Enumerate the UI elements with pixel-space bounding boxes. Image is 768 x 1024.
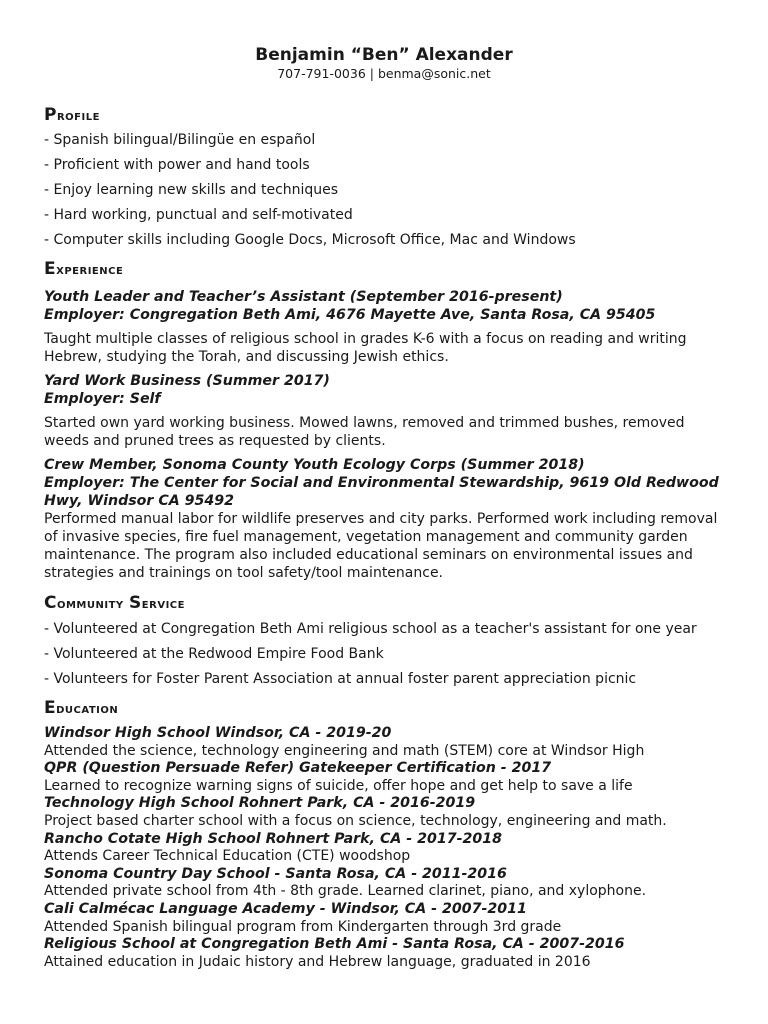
job-entry [44, 288, 724, 366]
job-employer: Employer: Congregation Beth Ami, 4676 Mayette Ave, Santa Rosa, CA 95405 [44, 307, 656, 323]
section-heading-experience: Experience [44, 259, 124, 279]
education-entry-title: Cali Calmécac Language Academy - Windsor, CA - 2007-2011 [44, 900, 527, 917]
job-title: Yard Work Business (Summer 2017) [44, 373, 330, 389]
education-entry-description: Project based charter school with a focus on science, technology, engineering and math. [44, 812, 667, 829]
profile-item: - Spanish bilingual/Bilingüe en español [44, 132, 316, 148]
education-entry-description: Attained education in Judaic history and Hebrew language, graduated in 2016 [44, 953, 591, 970]
job-entry [44, 456, 724, 582]
profile-item: - Enjoy learning new skills and techniques [44, 182, 339, 198]
job-entry [44, 372, 724, 450]
education-entry-description: Attends Career Technical Education (CTE) woodshop [44, 848, 411, 865]
education-entry-title: QPR (Question Persuade Refer) Gatekeeper Certification - 2017 [44, 760, 552, 777]
community-list [44, 617, 724, 692]
job-title: Youth Leader and Teacher’s Assistant (September 2016-present) [44, 289, 563, 305]
education-entry-title: Technology High School Rohnert Park, CA - 2016-2019 [44, 795, 476, 812]
experience-section [44, 256, 724, 582]
job-title: Crew Member, Sonoma County Youth Ecology Corps (Summer 2018) [44, 457, 585, 473]
contact-info: 707-791-0036 | benma@sonic.net [277, 66, 491, 81]
community-service-section [44, 590, 724, 692]
education-list [44, 725, 724, 971]
education-entry-title: Sonoma Country Day School - Santa Rosa, CA - 2011-2016 [44, 865, 507, 882]
job-employer: Employer: Self [44, 391, 161, 407]
candidate-name: Benjamin “Ben” Alexander [255, 45, 513, 65]
job-description: Taught multiple classes of religious school in grades K-6 with a focus on reading and writing Hebrew, studying the Torah, and discussing Jewish ethics. [44, 331, 687, 365]
profile-item: - Hard working, punctual and self-motivated [44, 207, 353, 223]
education-entry-description: Learned to recognize warning signs of suicide, offer hope and get help to save a life [44, 777, 633, 794]
community-item: - Volunteers for Foster Parent Association at annual foster parent appreciation picnic [44, 671, 637, 687]
profile-item: - Proficient with power and hand tools [44, 157, 310, 173]
section-heading-community-service: Community Service [44, 593, 185, 613]
education-entry-title: Religious School at Congregation Beth Ami - Santa Rosa, CA - 2007-2016 [44, 936, 625, 953]
education-entry-title: Windsor High School Windsor, CA - 2019-20 [44, 725, 392, 741]
profile-list [44, 128, 724, 253]
resume-header [44, 44, 724, 82]
community-item: - Volunteered at the Redwood Empire Food Bank [44, 646, 384, 662]
education-entry-title: Rancho Cotate High School Rohnert Park, CA - 2017-2018 [44, 830, 502, 847]
profile-item: - Computer skills including Google Docs, Microsoft Office, Mac and Windows [44, 232, 576, 248]
job-description: Performed manual labor for wildlife preserves and city parks. Performed work including removal of invasive species, fire fuel management, vegetation management and community garden maintenance. The program also included educational seminars on environmental issues and strategies and trainings on tool safety/tool maintenance. [44, 511, 718, 581]
profile-section [44, 102, 724, 253]
community-item: - Volunteered at Congregation Beth Ami religious school as a teacher's assistant for one year [44, 621, 697, 637]
job-employer: Employer: The Center for Social and Environmental Stewardship, 9619 Old Redwood Hwy, Windsor CA 95492 [44, 475, 719, 509]
section-heading-profile: Profile [44, 105, 100, 125]
job-description: Started own yard working business. Mowed lawns, removed and trimmed bushes, removed weeds and pruned trees as requested by clients. [44, 415, 685, 449]
section-heading-education: Education [44, 698, 119, 718]
education-entry-description: Attended private school from 4th - 8th grade. Learned clarinet, piano, and xylophone. [44, 883, 647, 900]
education-section [44, 695, 724, 971]
education-entry-description: Attended the science, technology engineering and math (STEM) core at Windsor High [44, 742, 645, 759]
education-entry-description: Attended Spanish bilingual program from Kindergarten through 3rd grade [44, 918, 562, 935]
